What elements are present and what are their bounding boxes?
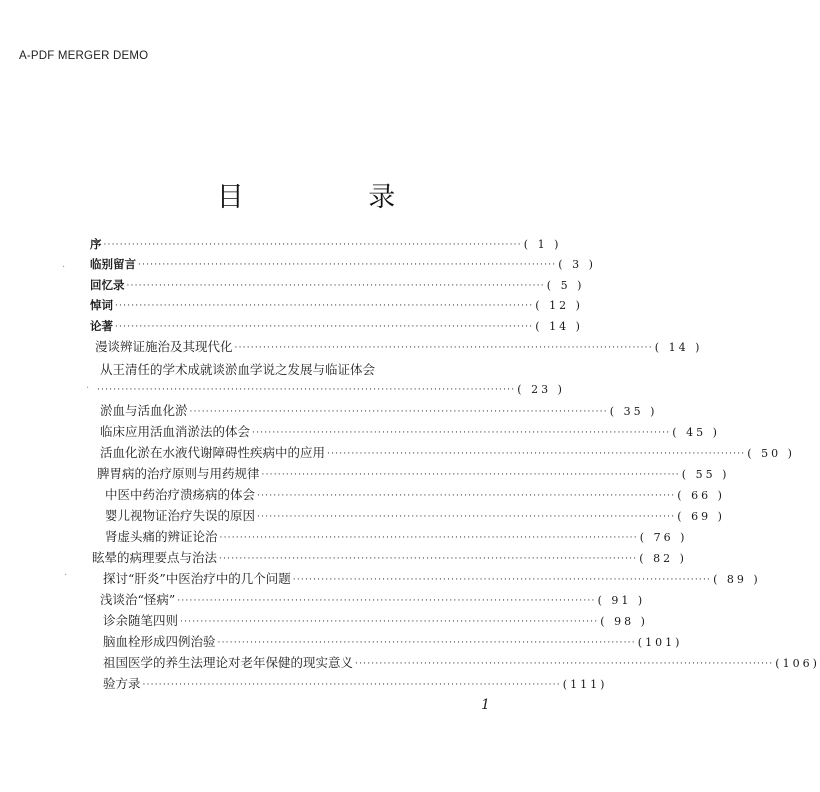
- toc-entry[interactable]: [90, 318, 583, 336]
- toc-entry[interactable]: [90, 256, 596, 274]
- toc-entry[interactable]: [100, 403, 658, 421]
- toc-entry-page: ( 91 ): [597, 594, 646, 607]
- toc-entry[interactable]: [100, 424, 720, 442]
- toc-entry-title: 脑血栓形成四例治验: [103, 634, 216, 649]
- toc-entry-page: ( 89 ): [713, 573, 761, 586]
- toc-entry-page: ( 55 ): [681, 468, 730, 481]
- toc-entry[interactable]: [103, 655, 820, 673]
- toc-entry-title: 序: [90, 237, 102, 251]
- toc-entry-title: 浅谈治“怪病”: [100, 592, 176, 607]
- toc-entry[interactable]: [105, 487, 725, 505]
- toc-entry-page: (106): [775, 657, 820, 670]
- leader-dots: ·······································································································: [261, 470, 680, 480]
- toc-entry-page: (101): [637, 636, 683, 649]
- toc-entry-page: (111): [562, 678, 608, 691]
- leader-dots: ·······································································································: [138, 260, 557, 270]
- toc-entry[interactable]: [105, 508, 725, 526]
- toc-entry-title: 活血化淤在水液代谢障碍性疾病中的应用: [100, 445, 326, 460]
- leader-dots: ·······································································································: [115, 322, 534, 332]
- leader-dots: ·······································································································: [177, 596, 596, 606]
- toc-entry-title: 淤血与活血化淤: [100, 403, 188, 418]
- toc-entry-title: 临床应用活血消淤法的体会: [100, 424, 251, 439]
- leader-dots: ·······································································································: [126, 281, 545, 291]
- toc-entry-title: 论著: [90, 319, 113, 333]
- watermark: A-PDF MERGER DEMO: [19, 50, 149, 62]
- toc-entry[interactable]: [97, 466, 730, 484]
- toc-entry[interactable]: [103, 571, 761, 589]
- toc-entry-page: ( 12 ): [535, 299, 583, 312]
- toc-entry-page: ( 35 ): [609, 405, 658, 418]
- scan-mark: ·: [62, 262, 66, 273]
- leader-dots: ·······································································································: [257, 491, 676, 501]
- toc-entry[interactable]: [95, 339, 703, 357]
- leader-dots: ·······································································································: [142, 680, 561, 690]
- toc-entry-title: 悼词: [90, 298, 113, 312]
- toc-entry-title: 验方录: [103, 676, 141, 691]
- toc-entry-page: ( 45 ): [672, 426, 720, 439]
- leader-dots: ·······································································································: [115, 301, 534, 311]
- leader-dots: ·······································································································: [292, 575, 712, 585]
- toc-entry-page: ( 5 ): [546, 279, 585, 292]
- leader-dots: ·······································································································: [97, 385, 516, 395]
- leader-dots: ·······································································································: [252, 428, 671, 438]
- leader-dots: ·······································································································: [180, 617, 599, 627]
- leader-dots: ·······································································································: [189, 407, 608, 417]
- page-title: 目 录: [216, 182, 454, 213]
- toc-entry-page: ( 69 ): [677, 510, 725, 523]
- toc-entry-title: 回忆录: [90, 278, 125, 292]
- toc-entry[interactable]: [103, 613, 648, 631]
- toc-entry-page: ( 66 ): [677, 489, 725, 502]
- leader-dots: ·······································································································: [257, 512, 676, 522]
- toc-entry-page: ( 98 ): [600, 615, 648, 628]
- toc-entry[interactable]: [103, 634, 683, 652]
- toc-entry[interactable]: [103, 676, 608, 694]
- scan-mark: ·: [86, 383, 90, 394]
- toc-entry-title: 祖国医学的养生法理论对老年保健的现实意义: [103, 655, 354, 670]
- toc-entry[interactable]: [105, 529, 688, 547]
- toc-entry-title: 漫谈辨证施治及其现代化: [95, 339, 233, 354]
- toc-entry[interactable]: [100, 445, 795, 463]
- toc-entry-title: 眩晕的病理要点与治法: [92, 550, 218, 565]
- toc-entry-title: 诊余随笔四则: [103, 613, 179, 628]
- toc-entry[interactable]: [100, 592, 646, 610]
- toc-entry[interactable]: [95, 382, 565, 399]
- leader-dots: ·······································································································: [219, 533, 638, 543]
- page-number: 1: [481, 697, 490, 713]
- toc-entry-title: 临别留言: [90, 257, 136, 271]
- toc-entry-title-wrapped[interactable]: 从王清任的学术成就谈淤血学说之发展与临证体会: [100, 362, 376, 377]
- toc-entry-page: ( 76 ): [639, 531, 688, 544]
- toc-entry-page: ( 14 ): [654, 341, 703, 354]
- toc-entry-title: 脾胃病的治疗原则与用药规律: [97, 466, 260, 481]
- toc-entry-title: 肾虚头痛的辨证论治: [105, 529, 218, 544]
- toc-entry-title: 探讨“肝炎”中医治疗中的几个问题: [103, 571, 291, 586]
- toc-entry-title: 中医中药治疗溃疡病的体会: [105, 487, 256, 502]
- toc-entry-page: ( 14 ): [535, 320, 583, 333]
- toc-entry-page: ( 3 ): [558, 258, 596, 271]
- leader-dots: ·······································································································: [217, 638, 636, 648]
- toc-entry[interactable]: [92, 550, 687, 568]
- leader-dots: ·······································································································: [219, 554, 638, 564]
- toc-entry[interactable]: [90, 236, 562, 254]
- toc-entry-page: ( 50 ): [747, 447, 795, 460]
- toc-entry-page: ( 23 ): [517, 383, 565, 396]
- toc-entry[interactable]: [90, 277, 585, 295]
- toc-entry-title: 婴儿视物证治疗失误的原因: [105, 508, 256, 523]
- leader-dots: ·······································································································: [234, 343, 653, 353]
- toc-entry[interactable]: [90, 297, 583, 315]
- toc-entry-page: ( 1 ): [523, 238, 562, 251]
- leader-dots: ·······································································································: [103, 240, 522, 250]
- leader-dots: ·······································································································: [355, 659, 774, 669]
- leader-dots: ·······································································································: [327, 449, 746, 459]
- toc-entry-page: ( 82 ): [639, 552, 687, 565]
- scan-mark: ·: [64, 570, 68, 581]
